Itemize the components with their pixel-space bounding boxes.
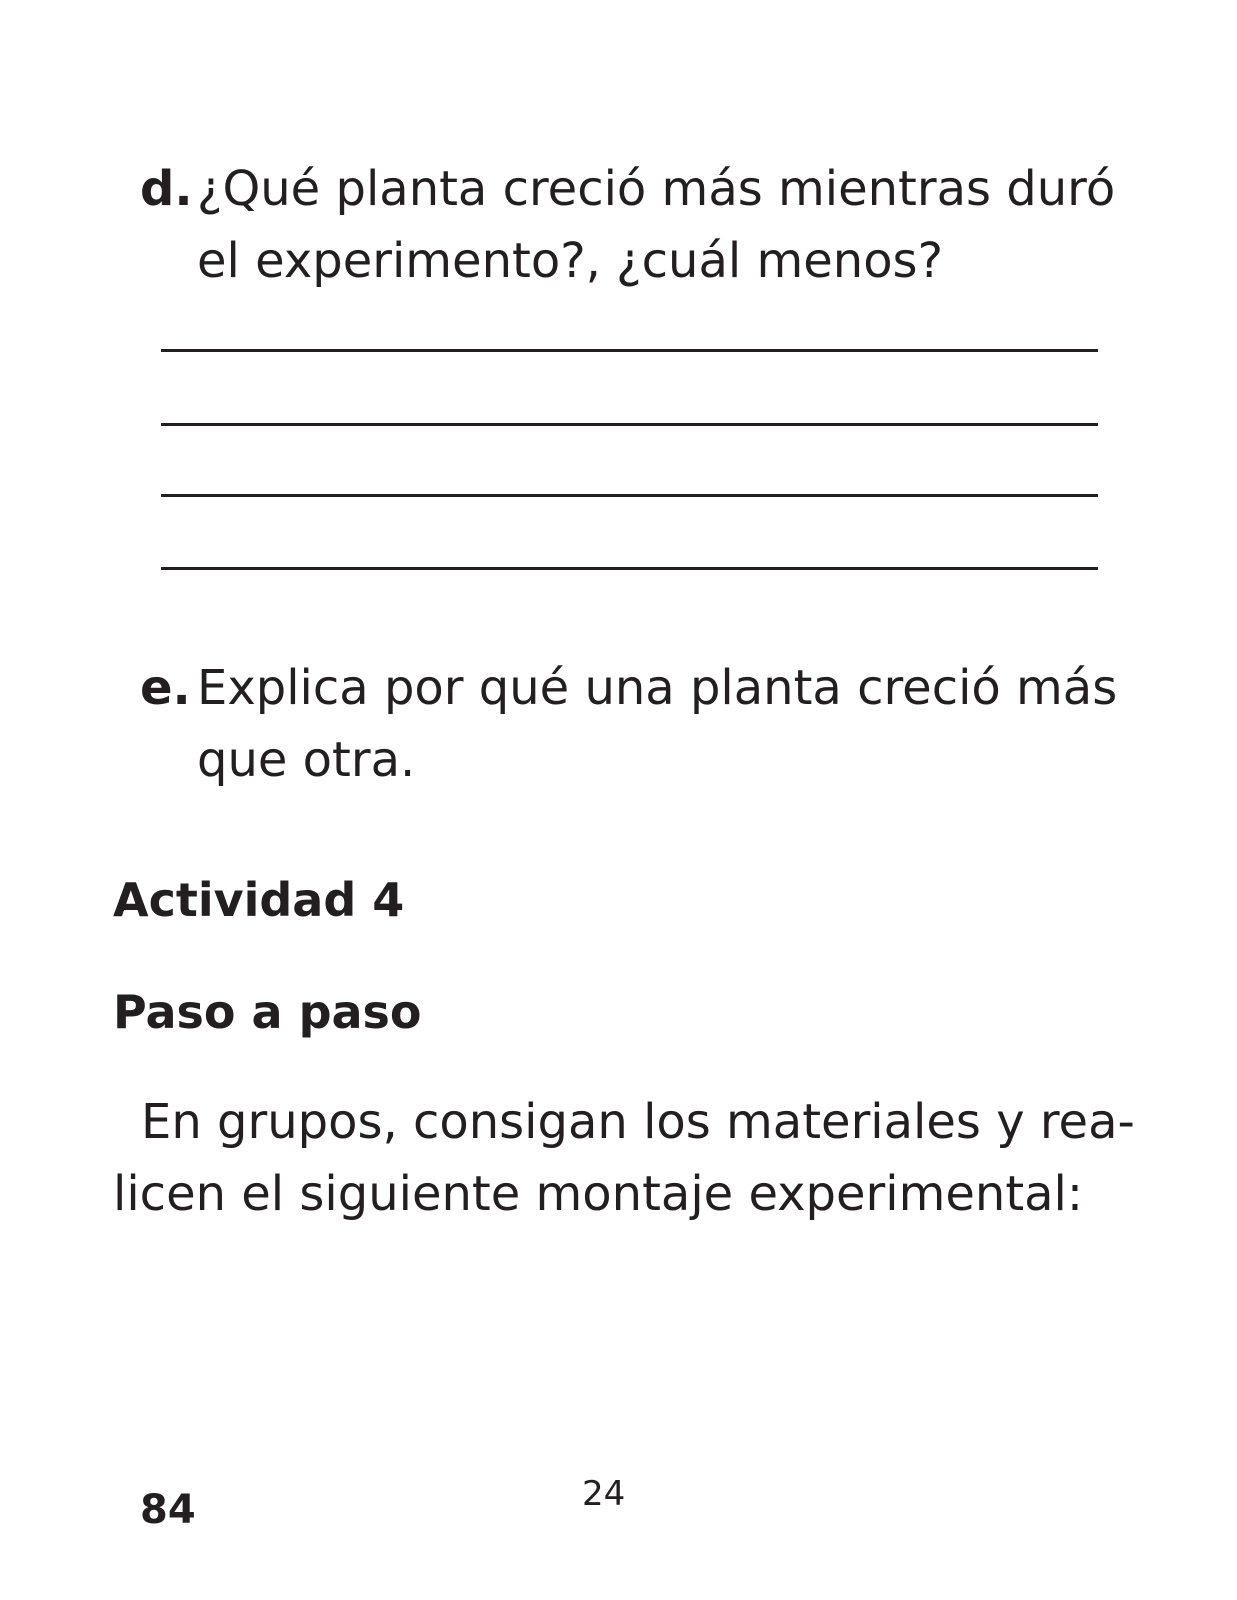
answer-line-1[interactable] bbox=[161, 349, 1098, 352]
paragraph-line1: En grupos, consigan los materiales y rea- bbox=[141, 1094, 1135, 1150]
activity-title: Actividad 4 bbox=[113, 873, 405, 927]
question-d-line2: el experimento?, ¿cuál menos? bbox=[197, 233, 944, 289]
answer-line-4[interactable] bbox=[161, 567, 1098, 570]
book-page-number: 84 bbox=[140, 1487, 196, 1533]
section-title: Paso a paso bbox=[113, 985, 422, 1039]
answer-line-3[interactable] bbox=[161, 494, 1098, 497]
question-e-line2: que otra. bbox=[197, 732, 416, 788]
question-d-letter: d. bbox=[140, 161, 193, 217]
page-number: 24 bbox=[582, 1474, 626, 1514]
question-e-letter: e. bbox=[140, 660, 191, 716]
question-d-line1: ¿Qué planta creció más mientras duró bbox=[197, 161, 1116, 217]
question-e-line1: Explica por qué una planta creció más bbox=[197, 660, 1118, 716]
answer-line-2[interactable] bbox=[161, 423, 1098, 426]
paragraph-line2: licen el siguiente montaje experimental: bbox=[113, 1166, 1084, 1222]
